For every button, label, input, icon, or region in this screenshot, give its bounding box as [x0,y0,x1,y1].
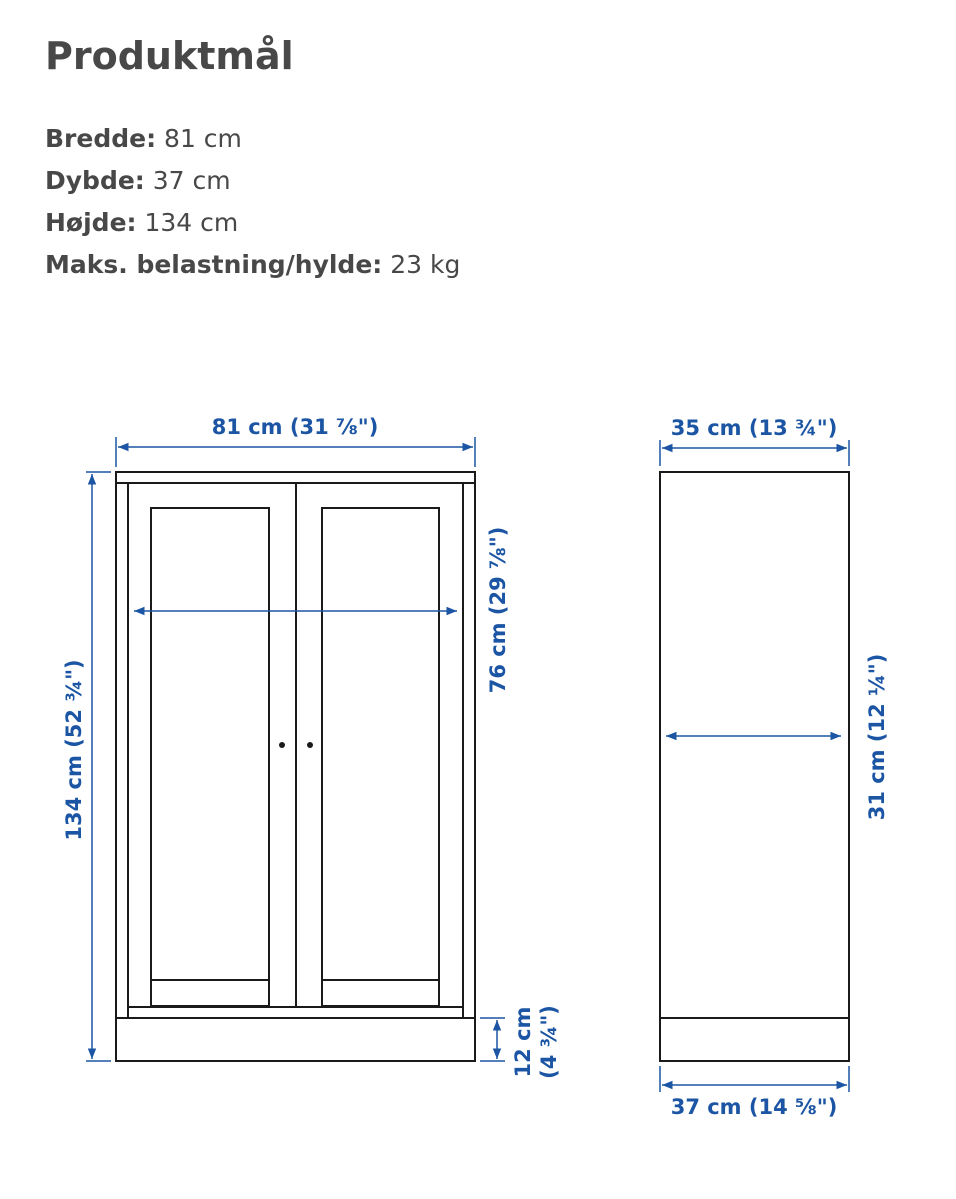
door-left [128,483,296,1007]
side-plinth [660,1018,849,1061]
spec-label: Bredde: [45,124,157,153]
door-height-label: 76 cm (29 ⅞") [486,526,510,694]
door-left-panel [151,508,269,1006]
side-dimensions [660,440,849,1092]
side-body [660,472,849,1018]
side-bottom-depth-label: 37 cm (14 ⅝") [670,1095,838,1119]
knob-left-icon [279,742,285,748]
door-right-panel [322,508,439,1006]
knob-right-icon [307,742,313,748]
side-top-depth-label: 35 cm (13 ¾") [670,416,838,440]
spec-label: Dybde: [45,166,145,195]
front-width-label: 81 cm (31 ⅞") [211,415,379,439]
side-view [660,472,849,1061]
spec-value: 81 cm [164,124,242,153]
front-view [116,472,475,1061]
spec-value: 134 cm [144,208,239,237]
plinth-height-label-2: (4 ¾") [537,1005,561,1079]
spec-value: 37 cm [152,166,231,195]
cabinet-top [116,472,475,483]
side-inner-depth-label: 31 cm (12 ¼") [865,653,889,821]
spec-label: Højde: [45,208,137,237]
spec-value: 23 kg [390,250,461,279]
plinth-height-label-1: 12 cm [511,1006,535,1078]
cabinet-plinth [116,1018,475,1061]
front-height-label: 134 cm (52 ¾") [62,659,86,841]
spec-label: Maks. belastning/hylde: [45,250,383,279]
page-title: Produktmål [45,34,294,78]
